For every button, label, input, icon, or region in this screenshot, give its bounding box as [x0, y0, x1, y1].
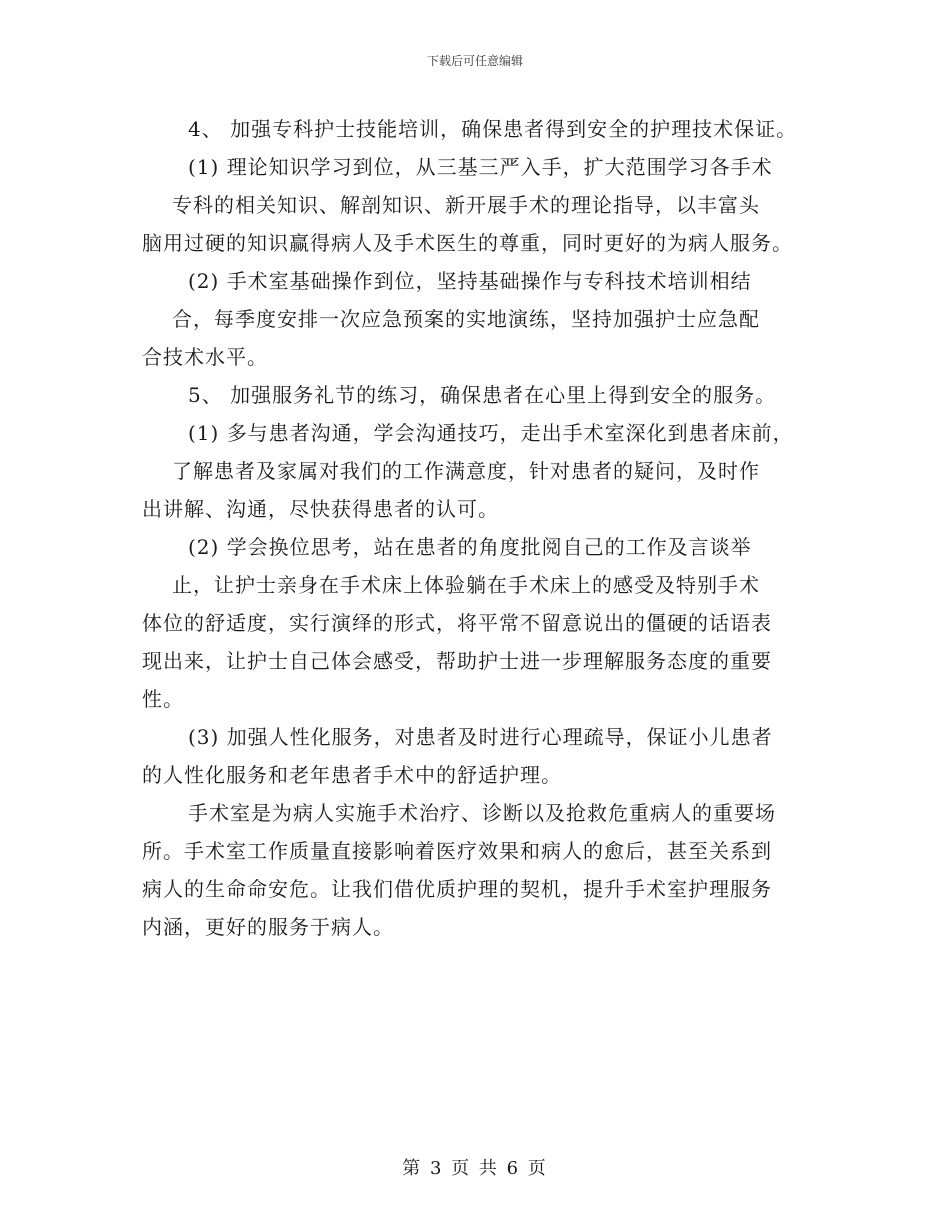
paragraph-line: 合，每季度安排一次应急预案的实地演练，坚持加强护士应急配 [172, 307, 760, 331]
paragraph-line: 体位的舒适度，实行演绎的形式，将平常不留意说出的僵硬的话语表 [142, 611, 772, 635]
paragraph-line: 现出来，让护士自己体会感受，帮助护士进一步理解服务态度的重要 [142, 649, 772, 673]
paragraph-line: 了解患者及家属对我们的工作满意度，针对患者的疑问，及时作 [172, 459, 760, 483]
paragraph-line: 专科的相关知识、解剖知识、新开展手术的理论指导，以丰富头 [172, 193, 760, 217]
paragraph-line: 的人性化服务和老年患者手术中的舒适护理。 [142, 763, 562, 787]
paragraph-line: (2) 学会换位思考，站在患者的角度批阅自己的工作及言谈举 [188, 535, 752, 559]
paragraph-line: 内涵，更好的服务于病人。 [142, 915, 394, 939]
section-heading: 4、 加强专科护士技能培训，确保患者得到安全的护理技术保证。 [188, 117, 798, 141]
paragraph-line: 病人的生命命安危。让我们借优质护理的契机，提升手术室护理服务 [142, 877, 772, 901]
paragraph-line: (1) 理论知识学习到位，从三基三严入手，扩大范围学习各手术 [188, 155, 773, 179]
section-heading: 5、 加强服务礼节的练习，确保患者在心里上得到安全的服务。 [188, 383, 777, 407]
paragraph-line: 性。 [142, 687, 184, 711]
paragraph-line: 合技术水平。 [142, 345, 268, 369]
paragraph-line: 脑用过硬的知识赢得病人及手术医生的尊重，同时更好的为病人服务。 [142, 231, 793, 255]
paragraph-line: 出讲解、沟通，尽快获得患者的认可。 [142, 497, 499, 521]
paragraph-line: (1) 多与患者沟通，学会沟通技巧，走出手术室深化到患者床前， [188, 421, 794, 445]
paragraph-line: (2) 手术室基础操作到位，坚持基础操作与专科技术培训相结 [188, 269, 752, 293]
paragraph-line: (3) 加强人性化服务，对患者及时进行心理疏导，保证小儿患者 [188, 725, 773, 749]
page-header-note: 下载后可任意编辑 [426, 54, 523, 68]
document-body [142, 110, 822, 946]
paragraph-line: 手术室是为病人实施手术治疗、诊断以及抢救危重病人的重要场 [188, 801, 776, 825]
paragraph-line: 止，让护士亲身在手术床上体验躺在手术床上的感受及特别手术 [172, 573, 760, 597]
page-number: 第 3 页 共 6 页 [402, 1158, 548, 1179]
paragraph-line: 所。手术室工作质量直接影响着医疗效果和病人的愈后，甚至关系到 [142, 839, 772, 863]
